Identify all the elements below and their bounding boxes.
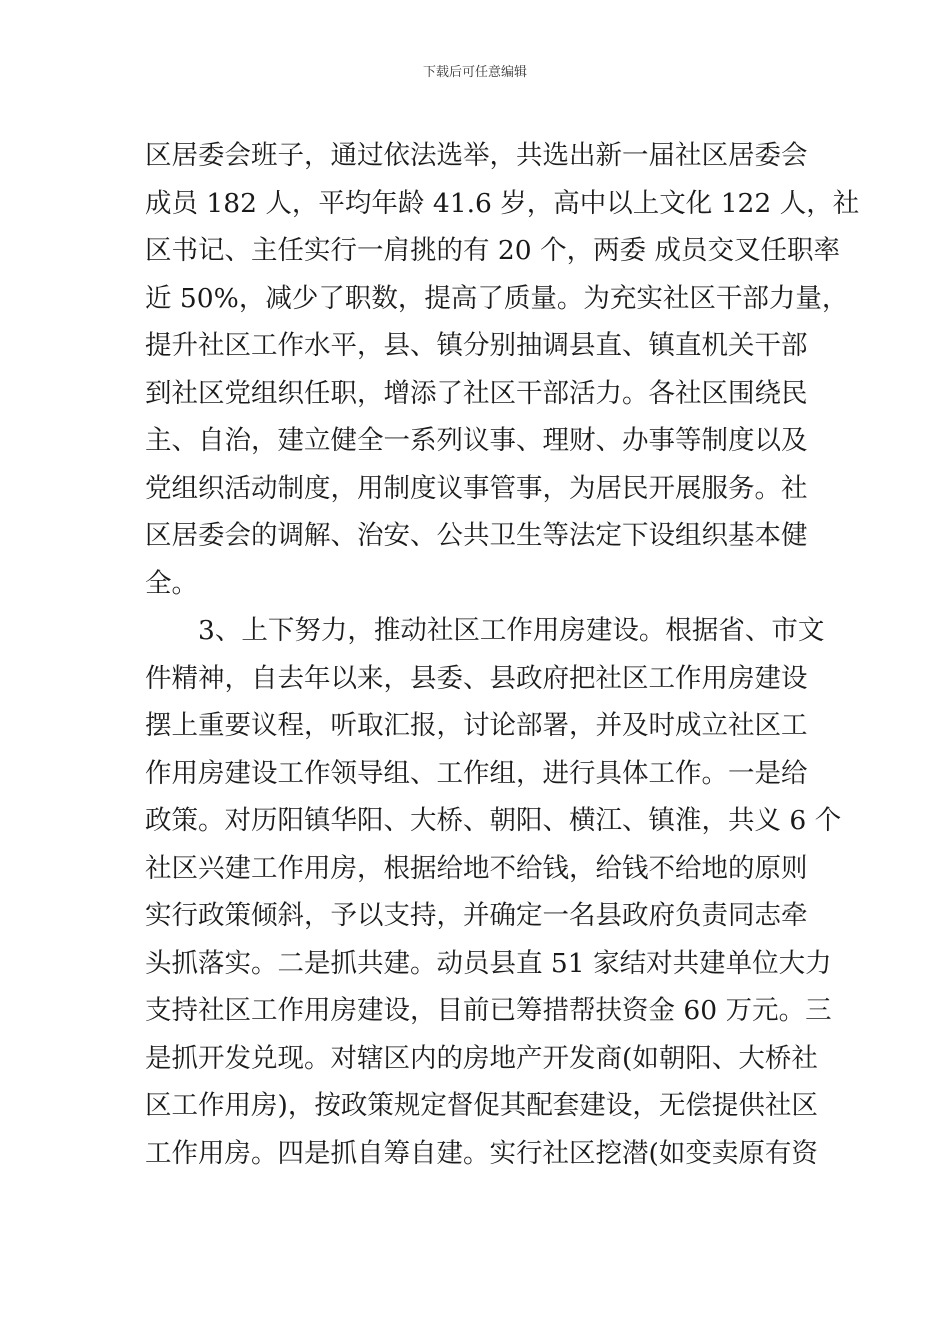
text-line: 社区兴建工作用房，根据给地不给钱，给钱不给地的原则 <box>145 852 808 884</box>
text-line: 头抓落实。二是抓共建。动员县直 51 家结对共建单位大力 <box>145 947 832 979</box>
text-line: 提升社区工作水平，县、镇分别抽调县直、镇直机关干部 <box>145 330 808 361</box>
document-body <box>145 132 860 1177</box>
text-line: 工作用房。四是抓自筹自建。实行社区挖潜(如变卖原有资 <box>145 1137 818 1169</box>
text-line: 全。 <box>145 567 198 599</box>
text-line: 3、上下努力，推动社区工作用房建设。根据省、市文 <box>145 615 825 646</box>
text-line: 是抓开发兑现。对辖区内的房地产开发商(如朝阳、大桥社 <box>145 1042 818 1074</box>
text-line: 到社区党组织任职，增添了社区干部活力。各社区围绕民 <box>145 377 808 409</box>
text-line: 近 50%，减少了职数，提高了质量。为充实社区干部力量， <box>145 282 849 314</box>
text-line: 件精神，自去年以来，县委、县政府把社区工作用房建设 <box>145 662 808 694</box>
text-line: 区居委会的调解、治安、公共卫生等法定下设组织基本健 <box>145 520 808 551</box>
text-line: 党组织活动制度，用制度议事管事，为居民开展服务。社 <box>145 472 808 504</box>
text-line: 作用房建设工作领导组、工作组，进行具体工作。一是给 <box>145 757 808 789</box>
text-line: 区书记、主任实行一肩挑的有 20 个，两委 成员交叉任职率 <box>145 235 840 266</box>
text-line: 成员 182 人，平均年龄 41.6 岁，高中以上文化 122 人，社 <box>145 187 860 219</box>
text-line: 主、自治，建立健全一系列议事、理财、办事等制度以及 <box>145 425 808 456</box>
text-line: 区居委会班子，通过依法选举，共选出新一届社区居委会 <box>145 140 808 171</box>
text-line: 实行政策倾斜，予以支持，并确定一名县政府负责同志牵 <box>145 900 808 931</box>
text-line: 区工作用房)，按政策规定督促其配套建设，无偿提供社区 <box>145 1090 818 1121</box>
text-line: 支持社区工作用房建设，目前已筹措帮扶资金 60 万元。三 <box>145 995 832 1026</box>
text-line: 政策。对历阳镇华阳、大桥、朝阳、横江、镇淮，共义 6 个 <box>145 805 842 836</box>
page-header: 下载后可任意编辑 <box>422 65 527 80</box>
text-line: 摆上重要议程，听取汇报，讨论部署，并及时成立社区工 <box>145 710 808 741</box>
